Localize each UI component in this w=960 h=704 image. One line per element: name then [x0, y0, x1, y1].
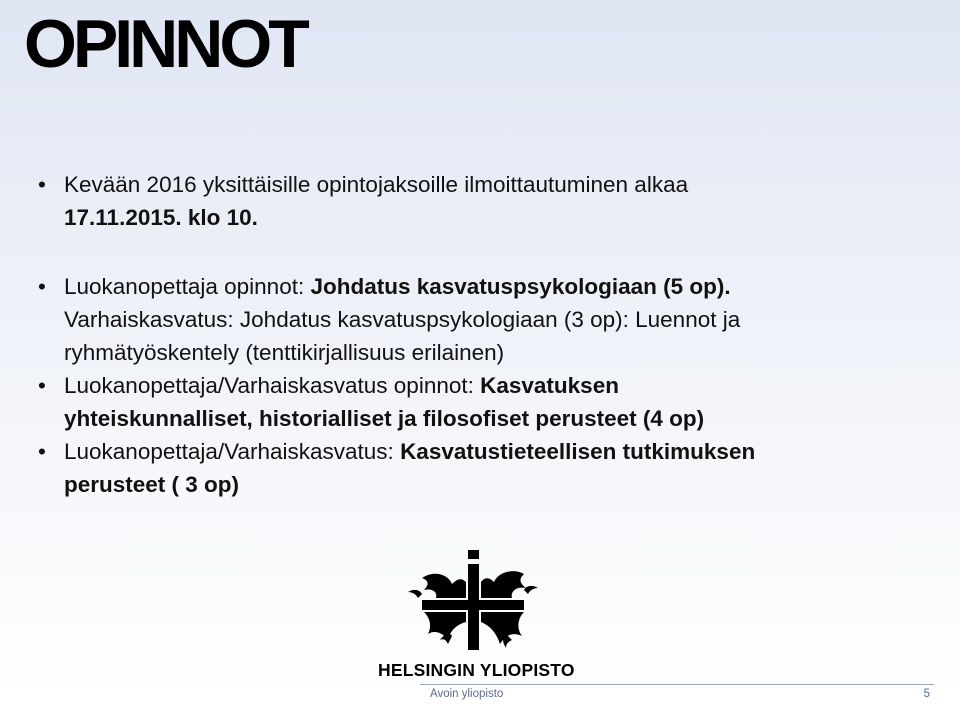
bullet-foundations	[38, 369, 938, 435]
slide-title: OPINNOT	[24, 6, 306, 82]
footer-organization: Avoin yliopisto	[430, 688, 504, 700]
bullet-research	[38, 435, 938, 501]
bullet-foundations-label: Luokanopettaja/Varhaiskasvatus opinnot:	[64, 373, 481, 398]
bullet-enrollment-line1: • Kevään 2016 yksittäisille opintojaksoille ilmoittautuminen alkaa	[64, 172, 689, 197]
sub-early-childhood-line1: Varhaiskasvatus: Johdatus kasvatuspsykologiaan (3 op): Luennot ja	[64, 307, 741, 332]
sub-early-childhood-line2: ryhmätyöskentely (tenttikirjallisuus erilainen)	[64, 340, 505, 365]
helsinki-university-flame-cross-icon	[378, 548, 568, 656]
bullet-psychology-label: Luokanopettaja opinnot:	[64, 274, 311, 299]
logo-wordmark: HELSINGIN YLIOPISTO	[378, 660, 575, 680]
bullet-research-line1	[64, 435, 938, 468]
bullet-psychology	[38, 270, 938, 303]
bullet-research-label: Luokanopettaja/Varhaiskasvatus:	[64, 439, 401, 464]
bullet-research-line2: perusteet ( 3 op)	[64, 472, 240, 497]
bullet-psychology-line1	[64, 270, 938, 303]
bullet-list	[38, 168, 938, 501]
page-number: 5	[923, 688, 930, 700]
slide-footer	[420, 684, 934, 703]
bullet-foundations-line2: yhteiskunnalliset, historialliset ja filosofiset perusteet (4 op)	[64, 406, 705, 431]
bullet-foundations-line1	[64, 369, 938, 402]
bullet-foundations-course: Kasvatuksen	[480, 373, 619, 398]
bullet-enrollment	[38, 168, 938, 234]
bullet-psychology-course: Johdatus kasvatuspsykologiaan (5 op).	[310, 274, 731, 299]
university-logo	[378, 548, 575, 682]
bullet-research-course: Kasvatustieteellisen tutkimuksen	[400, 439, 756, 464]
bullet-enrollment-line2: 17.11.2015. klo 10.	[64, 205, 258, 230]
